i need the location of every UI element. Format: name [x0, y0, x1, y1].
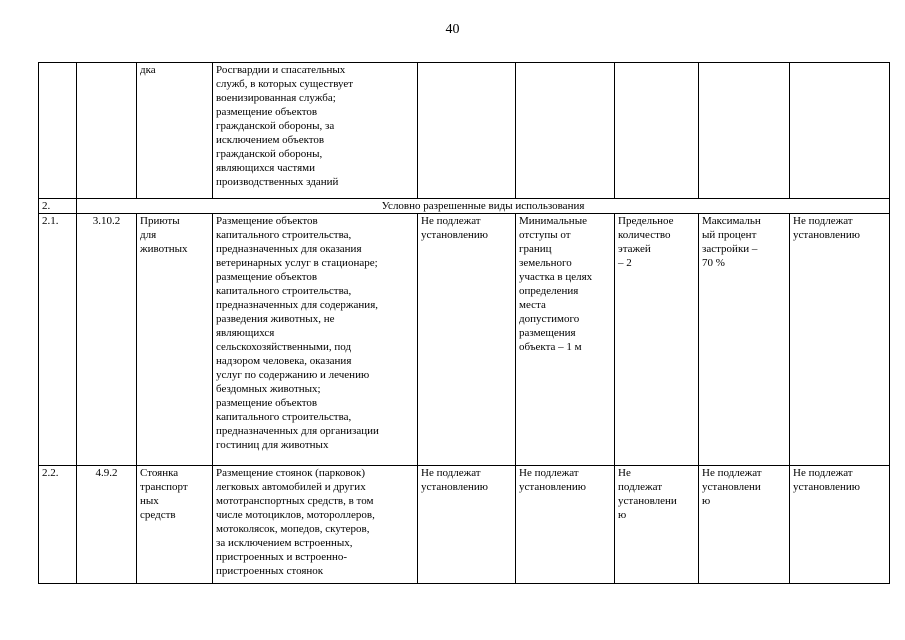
use-code-cell	[77, 63, 137, 199]
parameter-cell: Не подлежат установлению	[790, 214, 890, 466]
use-name-cell: Стоянка транспорт ных средств	[137, 466, 213, 584]
parameter-cell: Не подлежат установлению	[516, 466, 615, 584]
use-description-cell: Размещение объектов капитального строительства, предназначенных для оказания ветеринарных услуг в стационаре; размещение объектов капитального строительства, предназначенных для содержания, разведения животных, не являющихся сельскохозяйственными, под надзором человека, оказания услуг по содержанию и лечению бездомных животных; размещение объектов капитального строительства, предназначенных для организации гостиниц для животных	[213, 214, 418, 466]
parameter-cell: Минимальные отступы от границ земельного участка в целях определения места допустимого размещения объекта – 1 м	[516, 214, 615, 466]
land-use-table	[38, 62, 890, 584]
use-code-cell: 4.9.2	[77, 466, 137, 584]
page-number: 40	[445, 22, 460, 37]
table-row	[39, 466, 890, 584]
parameter-cell	[418, 63, 516, 199]
section-header-row	[39, 199, 890, 214]
use-description-cell: Росгвардии и спасательных служб, в которых существует военизированная служба; размещение объектов гражданской обороны, за исключением объектов гражданской обороны, являющихся частями производственных зданий	[213, 63, 418, 199]
parameter-cell	[699, 63, 790, 199]
parameter-cell	[790, 63, 890, 199]
use-name-cell: Приюты для животных	[137, 214, 213, 466]
parameter-cell: Предельное количество этажей – 2	[615, 214, 699, 466]
parameter-cell	[615, 63, 699, 199]
table-row	[39, 63, 890, 199]
section-number-cell: 2.	[39, 199, 77, 214]
parameter-cell: Не подлежат установлени ю	[615, 466, 699, 584]
parameter-cell	[516, 63, 615, 199]
parameter-cell: Максимальн ый процент застройки – 70 %	[699, 214, 790, 466]
use-description-cell: Размещение стоянок (парковок) легковых автомобилей и других мототранспортных средств, в том числе мотоциклов, мотороллеров, мотоколясок, мопедов, скутеров, за исключением встроенных, пристроенных и встроенно- пристроенных стоянок	[213, 466, 418, 584]
parameter-cell: Не подлежат установлению	[790, 466, 890, 584]
parameter-cell: Не подлежат установлению	[418, 466, 516, 584]
parameter-cell: Не подлежат установлени ю	[699, 466, 790, 584]
row-number-cell: 2.2.	[39, 466, 77, 584]
parameter-cell: Не подлежат установлению	[418, 214, 516, 466]
use-name-cell: дка	[137, 63, 213, 199]
section-title: Условно разрешенные виды использования	[77, 199, 890, 214]
row-number-cell	[39, 63, 77, 199]
row-number-cell: 2.1.	[39, 214, 77, 466]
use-code-cell: 3.10.2	[77, 214, 137, 466]
table-row	[39, 214, 890, 466]
